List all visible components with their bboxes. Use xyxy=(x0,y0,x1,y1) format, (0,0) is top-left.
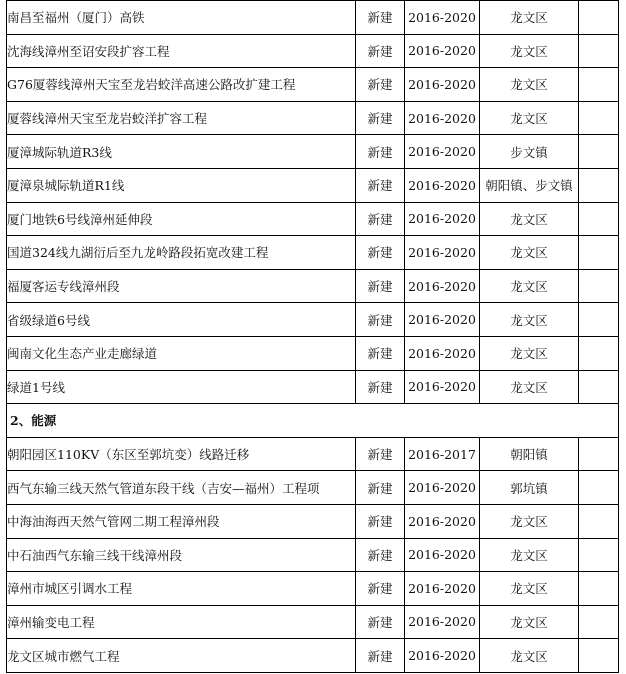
table-row xyxy=(7,135,619,169)
period-cell: 2016-2020 xyxy=(405,68,480,102)
location-cell: 龙文区 xyxy=(480,101,579,135)
construction-type-cell: 新建 xyxy=(356,572,405,606)
location-cell: 龙文区 xyxy=(480,269,579,303)
table-row xyxy=(7,68,619,102)
location-cell: 龙文区 xyxy=(480,572,579,606)
period-cell: 2016-2020 xyxy=(405,471,480,505)
project-name-cell: 闽南文化生态产业走廊绿道 xyxy=(7,336,356,370)
period-cell: 2016-2020 xyxy=(405,336,480,370)
project-name-cell: 南昌至福州（厦门）高铁 xyxy=(7,1,356,35)
location-cell: 龙文区 xyxy=(480,236,579,270)
location-cell: 龙文区 xyxy=(480,1,579,35)
period-cell: 2016-2020 xyxy=(405,639,480,673)
period-cell: 2016-2020 xyxy=(405,303,480,337)
location-cell: 龙文区 xyxy=(480,336,579,370)
period-cell: 2016-2020 xyxy=(405,370,480,404)
extra-cell xyxy=(579,236,619,270)
project-table-body xyxy=(7,1,619,673)
extra-cell xyxy=(579,34,619,68)
table-row xyxy=(7,168,619,202)
extra-cell xyxy=(579,101,619,135)
table-row xyxy=(7,370,619,404)
construction-type-cell: 新建 xyxy=(356,605,405,639)
construction-type-cell: 新建 xyxy=(356,437,405,471)
construction-type-cell: 新建 xyxy=(356,135,405,169)
table-row xyxy=(7,572,619,606)
project-name-cell: 漳州市城区引调水工程 xyxy=(7,572,356,606)
location-cell: 龙文区 xyxy=(480,370,579,404)
table-row xyxy=(7,1,619,35)
project-name-cell: 中石油西气东输三线干线漳州段 xyxy=(7,538,356,572)
location-cell: 龙文区 xyxy=(480,538,579,572)
extra-cell xyxy=(579,135,619,169)
period-cell: 2016-2020 xyxy=(405,34,480,68)
extra-cell xyxy=(579,437,619,471)
period-cell: 2016-2017 xyxy=(405,437,480,471)
project-name-cell: 厦门地铁6号线漳州延伸段 xyxy=(7,202,356,236)
period-cell: 2016-2020 xyxy=(405,236,480,270)
location-cell: 龙文区 xyxy=(480,639,579,673)
project-name-cell: 漳州输变电工程 xyxy=(7,605,356,639)
project-name-cell: 绿道1号线 xyxy=(7,370,356,404)
project-name-cell: 西气东输三线天然气管道东段干线（吉安—福州）工程项 xyxy=(7,471,356,505)
period-cell: 2016-2020 xyxy=(405,269,480,303)
location-cell: 龙文区 xyxy=(480,34,579,68)
section-title: 2、能源 xyxy=(7,404,619,438)
location-cell: 朝阳镇 xyxy=(480,437,579,471)
extra-cell xyxy=(579,1,619,35)
location-cell: 龙文区 xyxy=(480,605,579,639)
period-cell: 2016-2020 xyxy=(405,1,480,35)
extra-cell xyxy=(579,572,619,606)
table-row xyxy=(7,437,619,471)
period-cell: 2016-2020 xyxy=(405,101,480,135)
project-name-cell: 朝阳园区110KV（东区至郭坑变）线路迁移 xyxy=(7,437,356,471)
project-name-cell: 国道324线九湖衍后至九龙岭路段拓宽改建工程 xyxy=(7,236,356,270)
location-cell: 龙文区 xyxy=(480,303,579,337)
extra-cell xyxy=(579,202,619,236)
construction-type-cell: 新建 xyxy=(356,236,405,270)
construction-type-cell: 新建 xyxy=(356,101,405,135)
table-row xyxy=(7,538,619,572)
project-name-cell: 沈海线漳州至诏安段扩容工程 xyxy=(7,34,356,68)
table-row xyxy=(7,236,619,270)
extra-cell xyxy=(579,538,619,572)
period-cell: 2016-2020 xyxy=(405,202,480,236)
project-table xyxy=(6,0,619,673)
table-row xyxy=(7,303,619,337)
period-cell: 2016-2020 xyxy=(405,135,480,169)
extra-cell xyxy=(579,605,619,639)
location-cell: 龙文区 xyxy=(480,504,579,538)
extra-cell xyxy=(579,303,619,337)
extra-cell xyxy=(579,639,619,673)
construction-type-cell: 新建 xyxy=(356,639,405,673)
construction-type-cell: 新建 xyxy=(356,504,405,538)
project-name-cell: 省级绿道6号线 xyxy=(7,303,356,337)
period-cell: 2016-2020 xyxy=(405,168,480,202)
extra-cell xyxy=(579,504,619,538)
section-header-row xyxy=(7,404,619,438)
project-name-cell: 龙文区城市燃气工程 xyxy=(7,639,356,673)
location-cell: 步文镇 xyxy=(480,135,579,169)
project-name-cell: 福厦客运专线漳州段 xyxy=(7,269,356,303)
construction-type-cell: 新建 xyxy=(356,168,405,202)
location-cell: 龙文区 xyxy=(480,68,579,102)
table-row xyxy=(7,269,619,303)
extra-cell xyxy=(579,471,619,505)
project-name-cell: 厦漳城际轨道R3线 xyxy=(7,135,356,169)
construction-type-cell: 新建 xyxy=(356,336,405,370)
table-row xyxy=(7,336,619,370)
table-row xyxy=(7,34,619,68)
project-name-cell: 厦漳泉城际轨道R1线 xyxy=(7,168,356,202)
project-name-cell: 中海油海西天然气管网二期工程漳州段 xyxy=(7,504,356,538)
period-cell: 2016-2020 xyxy=(405,538,480,572)
table-row xyxy=(7,101,619,135)
table-row xyxy=(7,639,619,673)
construction-type-cell: 新建 xyxy=(356,202,405,236)
location-cell: 朝阳镇、步文镇 xyxy=(480,168,579,202)
extra-cell xyxy=(579,269,619,303)
construction-type-cell: 新建 xyxy=(356,269,405,303)
construction-type-cell: 新建 xyxy=(356,303,405,337)
construction-type-cell: 新建 xyxy=(356,471,405,505)
table-row xyxy=(7,504,619,538)
construction-type-cell: 新建 xyxy=(356,34,405,68)
extra-cell xyxy=(579,336,619,370)
location-cell: 郭坑镇 xyxy=(480,471,579,505)
extra-cell xyxy=(579,68,619,102)
construction-type-cell: 新建 xyxy=(356,370,405,404)
period-cell: 2016-2020 xyxy=(405,605,480,639)
extra-cell xyxy=(579,370,619,404)
period-cell: 2016-2020 xyxy=(405,504,480,538)
construction-type-cell: 新建 xyxy=(356,1,405,35)
table-row xyxy=(7,202,619,236)
table-row xyxy=(7,605,619,639)
location-cell: 龙文区 xyxy=(480,202,579,236)
construction-type-cell: 新建 xyxy=(356,538,405,572)
period-cell: 2016-2020 xyxy=(405,572,480,606)
construction-type-cell: 新建 xyxy=(356,68,405,102)
project-name-cell: G76厦蓉线漳州天宝至龙岩蛟洋高速公路改扩建工程 xyxy=(7,68,356,102)
extra-cell xyxy=(579,168,619,202)
table-row xyxy=(7,471,619,505)
project-name-cell: 厦蓉线漳州天宝至龙岩蛟洋扩容工程 xyxy=(7,101,356,135)
